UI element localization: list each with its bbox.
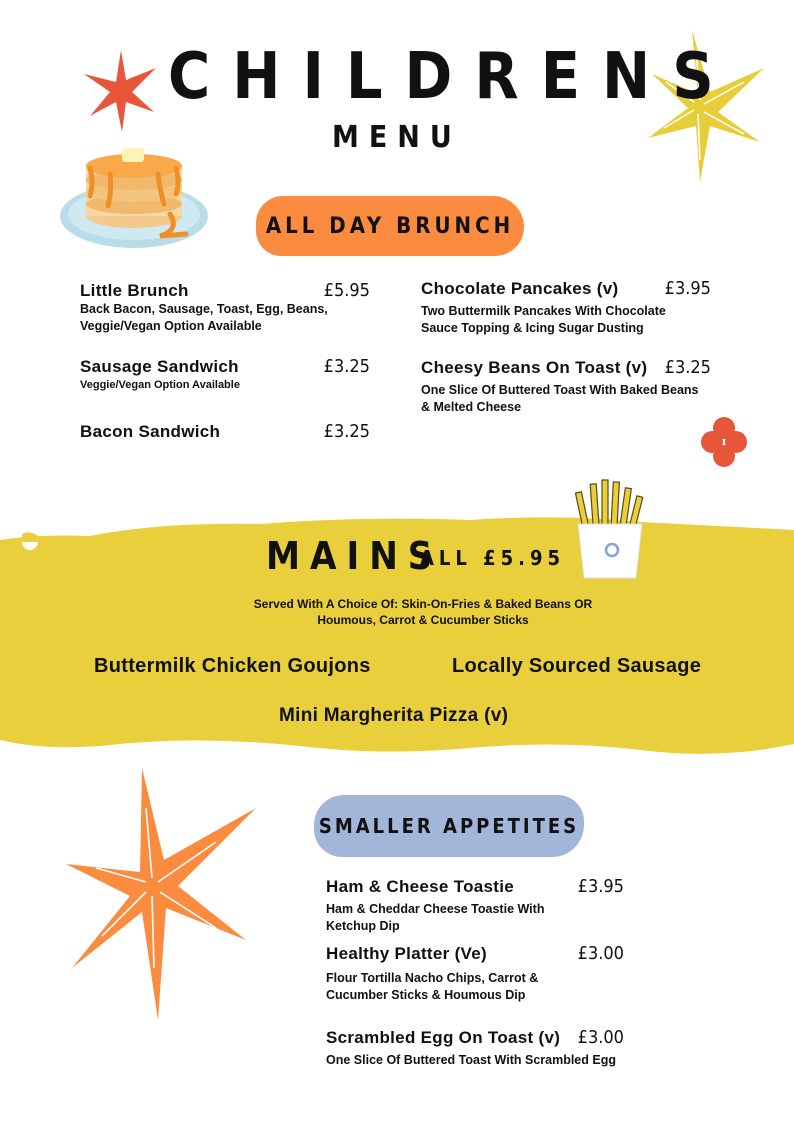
item-price: £3.25 <box>664 357 711 378</box>
mains-item: Mini Margherita Pizza (v) <box>279 705 509 726</box>
red-flower-icon <box>700 416 748 468</box>
mains-served-note <box>0 596 794 628</box>
menu-item <box>421 278 711 337</box>
brunch-heading-text: ALL DAY BRUNCH <box>265 213 515 239</box>
item-price: £3.25 <box>323 356 370 377</box>
item-price: £3.00 <box>577 1027 624 1048</box>
page-title: CHILDRENS <box>168 40 736 114</box>
item-description: Flour Tortilla Nacho Chips, Carrot & Cucumber Sticks & Houmous Dip <box>326 971 539 1002</box>
served-line-1: Served With A Choice Of: Skin-On-Fries & Baked Beans OR <box>253 597 593 611</box>
item-name: Ham & Cheese Toastie <box>326 877 515 896</box>
page-subtitle: MENU <box>332 120 462 155</box>
menu-item <box>326 943 624 1004</box>
item-price: £3.95 <box>664 278 711 299</box>
red-star-icon <box>84 50 158 132</box>
fries-icon <box>568 478 652 580</box>
item-name: Sausage Sandwich <box>80 357 239 376</box>
item-name: Little Brunch <box>80 281 189 300</box>
menu-item <box>421 357 711 416</box>
mains-price-note: ALL £5.95 <box>420 546 566 570</box>
pancake-stack-icon <box>60 144 210 252</box>
item-description: Ham & Cheddar Cheese Toastie With Ketchup Dip <box>326 902 545 933</box>
item-description: One Slice Of Buttered Toast With Scrambled Egg <box>326 1053 616 1067</box>
mains-item: Buttermilk Chicken Goujons <box>94 655 371 677</box>
item-name: Healthy Platter (Ve) <box>326 944 487 963</box>
menu-item <box>80 421 370 442</box>
mains-heading: MAINS <box>266 534 443 578</box>
menu-item <box>326 876 624 935</box>
item-description: One Slice Of Buttered Toast With Baked Beans & Melted Cheese <box>421 383 699 414</box>
menu-item <box>80 280 370 335</box>
item-name: Cheesy Beans On Toast (v) <box>421 358 648 377</box>
item-price: £3.00 <box>577 943 624 964</box>
item-description: Back Bacon, Sausage, Toast, Egg, Beans, Veggie/Vegan Option Available <box>80 302 328 333</box>
item-description: Veggie/Vegan Option Available <box>80 379 240 391</box>
mains-item: Locally Sourced Sausage <box>452 655 702 677</box>
item-name: Scrambled Egg On Toast (v) <box>326 1028 561 1047</box>
item-name: Chocolate Pancakes (v) <box>421 279 619 298</box>
menu-item <box>326 1027 624 1069</box>
item-description: Two Buttermilk Pancakes With Chocolate Sauce Topping & Icing Sugar Dusting <box>421 304 666 335</box>
served-line-2: Houmous, Carrot & Cucumber Sticks <box>317 613 529 627</box>
item-name: Bacon Sandwich <box>80 422 221 441</box>
item-price: £5.95 <box>323 280 370 301</box>
item-price: £3.25 <box>323 421 370 442</box>
smaller-heading <box>314 795 584 857</box>
menu-item <box>80 356 370 394</box>
orange-star-icon <box>66 768 262 1020</box>
smaller-heading-text: SMALLER APPETITES <box>318 814 580 838</box>
brunch-heading <box>256 196 524 256</box>
item-price: £3.95 <box>577 876 624 897</box>
